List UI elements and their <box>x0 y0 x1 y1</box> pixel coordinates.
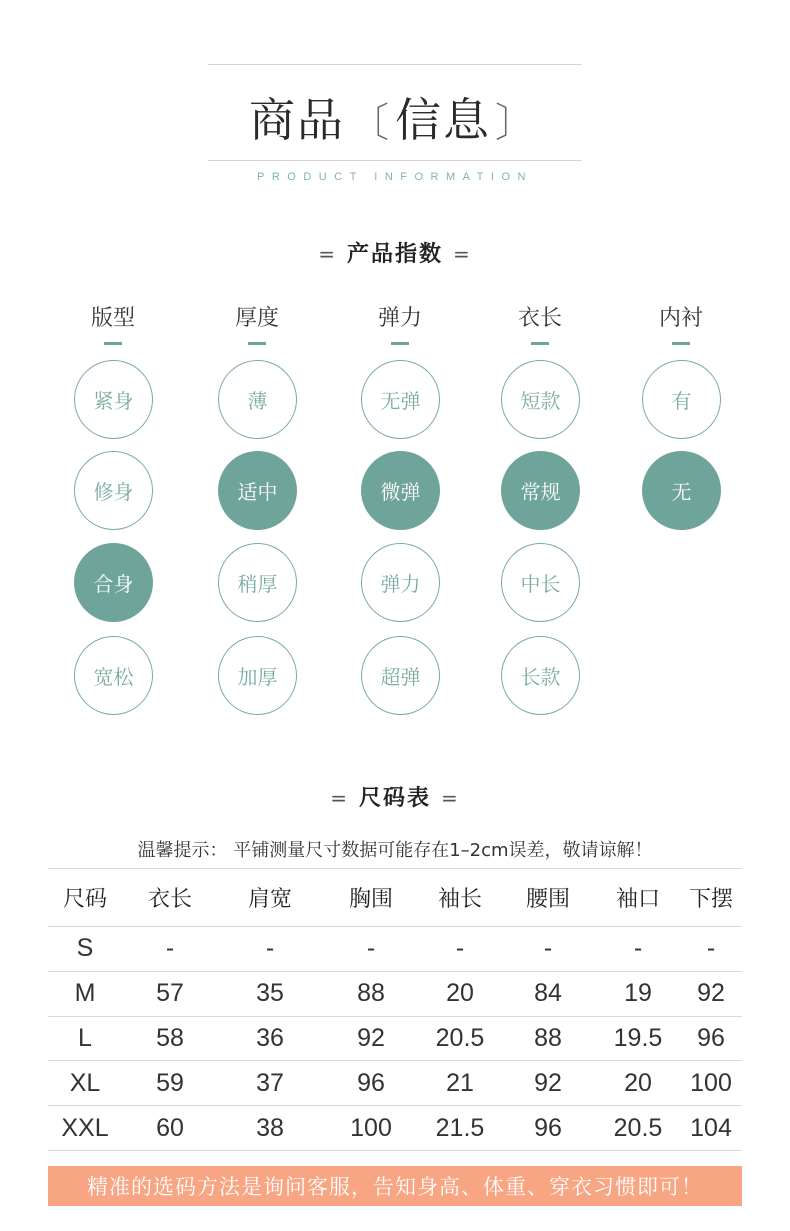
index-column <box>43 302 183 722</box>
table-cell: 20.5 <box>596 1106 680 1151</box>
size-table-header <box>48 869 742 927</box>
index-option-selected: 常规 <box>501 451 580 530</box>
size-table-header-cell: 肩宽 <box>218 869 322 927</box>
size-table-header-cell: 腰围 <box>500 869 596 927</box>
table-cell: - <box>322 927 420 972</box>
table-cell: 96 <box>500 1106 596 1151</box>
table-cell: 92 <box>680 971 742 1016</box>
index-column-header: 弹力 <box>377 306 422 331</box>
table-cell: 20.5 <box>420 1016 500 1061</box>
index-column-underline <box>391 342 409 345</box>
page-title <box>0 84 790 150</box>
title-right: 信息 <box>395 93 491 147</box>
index-option-selected: 无 <box>642 451 721 530</box>
sizing-advice-banner: 精准的选码方法是询问客服，告知身高、体重、穿衣习惯即可！ <box>48 1166 742 1206</box>
size-chart-title-text: 尺码表 <box>358 786 431 811</box>
size-table-header-cell: 尺码 <box>48 869 122 927</box>
index-column <box>611 302 751 722</box>
index-column-header: 版型 <box>90 306 135 331</box>
table-cell: - <box>500 927 596 972</box>
table-cell: 38 <box>218 1106 322 1151</box>
index-column-underline <box>248 342 266 345</box>
table-cell: XXL <box>48 1106 122 1151</box>
header-top-divider <box>208 64 582 65</box>
table-cell: 36 <box>218 1016 322 1061</box>
size-table-header-cell: 衣长 <box>122 869 218 927</box>
table-cell: 21 <box>420 1061 500 1106</box>
table-cell: 88 <box>500 1016 596 1061</box>
table-cell: 60 <box>122 1106 218 1151</box>
index-option: 超弹 <box>361 636 440 715</box>
header-bottom-divider <box>208 160 582 161</box>
index-option: 宽松 <box>74 636 153 715</box>
index-option: 无弹 <box>361 360 440 439</box>
table-cell: 57 <box>122 971 218 1016</box>
table-row <box>48 1106 742 1151</box>
table-cell: 37 <box>218 1061 322 1106</box>
table-cell: 104 <box>680 1106 742 1151</box>
size-table-header-cell: 下摆 <box>680 869 742 927</box>
bracket-close: 〕 <box>495 100 537 146</box>
size-table <box>48 868 742 1151</box>
table-cell: 96 <box>322 1061 420 1106</box>
table-cell: M <box>48 971 122 1016</box>
index-column-header: 衣长 <box>517 306 562 331</box>
size-table-body <box>48 927 742 1151</box>
table-cell: 19.5 <box>596 1016 680 1061</box>
index-option: 薄 <box>218 360 297 439</box>
table-cell: 35 <box>218 971 322 1016</box>
index-column <box>187 302 327 722</box>
size-table-header-cell: 胸围 <box>322 869 420 927</box>
index-column-header: 内衬 <box>658 306 703 331</box>
table-cell: 100 <box>322 1106 420 1151</box>
table-row <box>48 971 742 1016</box>
title-left: 商品 <box>249 93 345 147</box>
table-row <box>48 927 742 972</box>
size-table-header-cell: 袖口 <box>596 869 680 927</box>
index-column-underline <box>104 342 122 345</box>
index-column <box>330 302 470 722</box>
index-option: 短款 <box>501 360 580 439</box>
table-cell: 92 <box>322 1016 420 1061</box>
size-table-header-cell: 袖长 <box>420 869 500 927</box>
bracket-open: 〔 <box>349 100 391 146</box>
index-column-underline <box>531 342 549 345</box>
index-option: 紧身 <box>74 360 153 439</box>
table-row <box>48 1061 742 1106</box>
index-option: 修身 <box>74 451 153 530</box>
index-option: 长款 <box>501 636 580 715</box>
index-option: 弹力 <box>361 543 440 622</box>
table-cell: 88 <box>322 971 420 1016</box>
table-cell: 100 <box>680 1061 742 1106</box>
table-cell: - <box>218 927 322 972</box>
table-cell: - <box>420 927 500 972</box>
page-subtitle: PRODUCT INFORMATION <box>257 171 533 183</box>
measurement-note: 温馨提示： 平铺测量尺寸数据可能存在1–2cm误差，敬请谅解！ <box>137 840 653 861</box>
table-cell: - <box>596 927 680 972</box>
table-cell: 84 <box>500 971 596 1016</box>
table-cell: - <box>122 927 218 972</box>
table-cell: L <box>48 1016 122 1061</box>
table-cell: XL <box>48 1061 122 1106</box>
index-column <box>470 302 610 722</box>
eq-left: = <box>330 786 349 810</box>
eq-right: = <box>453 242 472 266</box>
table-cell: - <box>680 927 742 972</box>
eq-left: = <box>318 242 337 266</box>
table-cell: 92 <box>500 1061 596 1106</box>
size-chart-title <box>0 781 790 812</box>
index-column-underline <box>672 342 690 345</box>
table-cell: 20 <box>596 1061 680 1106</box>
table-row <box>48 1016 742 1061</box>
product-index-title <box>0 237 790 268</box>
index-option-selected: 合身 <box>74 543 153 622</box>
table-cell: S <box>48 927 122 972</box>
index-option: 稍厚 <box>218 543 297 622</box>
index-option: 有 <box>642 360 721 439</box>
index-option-selected: 适中 <box>218 451 297 530</box>
index-option: 加厚 <box>218 636 297 715</box>
table-cell: 21.5 <box>420 1106 500 1151</box>
table-cell: 58 <box>122 1016 218 1061</box>
product-index-title-text: 产品指数 <box>346 242 443 267</box>
index-option: 中长 <box>501 543 580 622</box>
eq-right: = <box>441 786 460 810</box>
table-cell: 59 <box>122 1061 218 1106</box>
index-option-selected: 微弹 <box>361 451 440 530</box>
index-column-header: 厚度 <box>234 306 279 331</box>
table-cell: 96 <box>680 1016 742 1061</box>
table-cell: 20 <box>420 971 500 1016</box>
table-cell: 19 <box>596 971 680 1016</box>
